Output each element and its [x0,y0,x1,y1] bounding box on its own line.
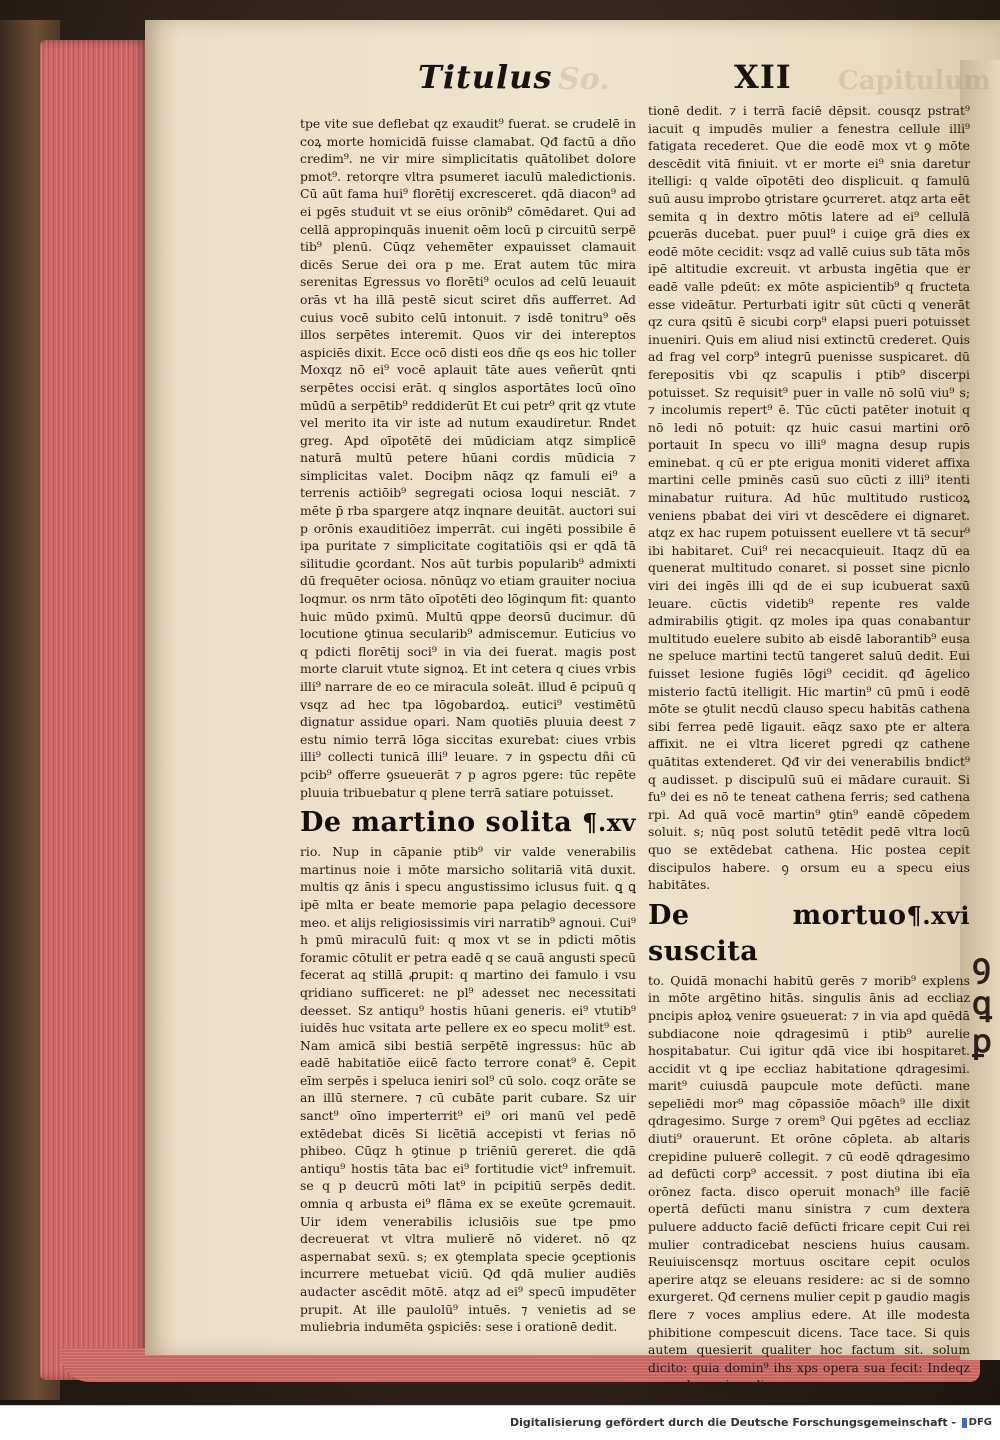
chapter-title: De mortuo suscita [648,899,907,967]
text-column-right [648,102,970,1394]
text-column-left [300,115,636,1336]
page-edges [40,40,150,1380]
running-head-right: XII [734,58,792,96]
footer-bar [0,1405,1000,1440]
chapter-heading [300,805,636,841]
chapter-number: ¶.xvi [906,900,970,930]
running-head-left: Titulus [418,58,553,96]
dfg-logo-icon [962,1418,967,1428]
ghost-show-through-left: So. [558,62,610,97]
facing-page-margin-letters: ꝯ ꝗ ꝑ [972,946,992,1060]
funding-credit: Digitalisierung gefördert durch die Deutsche Forschungsgemeinschaft - [509,1416,956,1429]
chapter-title: De martino solita [300,807,573,839]
paragraph: tionē dedit. ⁊ i terrā faciē dēpsit. cousqz pstrat⁹ iacuit q impudēs mulier a fenestra cellule illi⁹ fatigata recederet. Que die eodē mox vt ꝯ mōte descēdit vitā finiuit. vt er morte ei⁹ snia daretur itelligi: q valde oīpotēti deo displicuit. q famulū suū ausu improbo ꝯtristare ꝯcurreret. atqz arta eēt semita q in dextro mōtis latere ad ei⁹ cellulā ꝑcuerās ducebat. puer puul⁹ i cuiꝯe grā dies ex eodē mōte cecidit: vsqz ad vallē cuius sub tāta mōs ipē altitudie excreuit. vt arbusta ingētia que er eadē valle pdeūt: ex mōte aspicientib⁹ q fructeta esse videātur. Perturbati igitr sūt cūcti q venerāt qz cura qsitū ē sicubi corp⁹ elapsi pueri potuisset inueniri. Quis em aliud nisi extinctū crederet. Quis ad frag vel corp⁹ integrū puenisse suspicaret. dū ferepositis vbi qz scapulis i ptib⁹ discerpi potuisset. Sz requisit⁹ puer in valle nō solū viu⁹ s; ⁊ incolumis repert⁹ ē. Tūc cūcti patēter inotuit q nō ledi nō potuit: qz huic casui martini orō portauit In specu vo illi⁹ magna desup rupis eminebat. q cū er pte erigua moniti videret affixa martini celle pminēs casū suo cūcti z illi⁹ itenti minabatur ruitura. Ad hūc multitudo rusticoꝝ veniens pbabat dei viri vt descēdere ei dignaret. atqz ex hac rupem potuissent euellere vt tā secur⁹ ibi habitaret. Cui⁹ rei necacquieuit. Itaqz dū ea quenerat multitudo conaret. si posset sine picnlo viri dei ingēs illi qd de ei sup icubuerat saxū leuare. cūctis videtib⁹ repente res valde admirabilis ꝯtigit. qz moles ipa quas conabantur multitudo euelere subito ab eisdē laborantib⁹ eusa ne speluce martini tectū tangeret saluū dedit. Eui fuisset lesione fugiēs lōgi⁹ cecidit. qđ āgelico misterio factū itelligit. Hic martin⁹ cū pmū i eodē mōte se ꝯtulit necdū clauso specu habitās cathena sibi ferrea pedē ligauit. eāqz saxo pte er altera affixit. ne ei vltra liceret pgredi qz cathene quātitas extenderet. Qđ vir dei venerabilis bndict⁹ q audisset. p discipulū suū ei mādare curauit. Si fu⁹ dei es nō te teneat cathena ferris; sed cathena rpi. Ad quā vocē martin⁹ ꝯtin⁹ eandē cōpedem soluit. s; nūq post solutū tetēdit pedē vltra locū quo se extēdebat cathena. Hic postea cepit discipulos habere. ꝯ orsum eu a specu eius habitātes. [648,103,970,893]
dfg-logo-text: DFG [968,1417,992,1428]
chapter-heading [648,898,970,970]
dfg-logo [962,1415,992,1430]
paragraph: rio. Nup in cāpanie ptib⁹ vir valde venerabilis martinus noie i mōte marsicho solitariā vitā duxit. multis qz ānis i specu angustissimo iclusus fuit. ꝗ ꝗ ipē mlta er beate memorie papa pelagio decessore meo. et alijs religiosissimis viri narratib⁹ agnoui. Cui⁹ h pmū miraculū fuit: q mox vt se in pdicti mōtis foramic cōtulit er petra eadē q se cauā angusti specū fecerat aq stillā ꝓrupit: q martino dei famulo i vsu qridiano sufficeret: ne pl⁹ adesset nec necessitati deesset. Sz antiqu⁹ hostis hūani generis. ei⁹ vtutib⁹ iuidēs huc vsitata arte pellere ex eo specu molit⁹ est. Nam amicā sibi bestiā serpētē ingressus: hūc ab eadē habitatiōe eiicē facto terrore conat⁹ ē. Cepit eīm serpēs i speluca ieniri sol⁹ cū solo. coqz orāte se an illū sternere. ⁊ cū cubāte parit cubare. Sz uir sanct⁹ oīno imperterrit⁹ ei⁹ ori manū vel pedē extēdebat dicēs Si licētiā accepisti vt ferias nō phibeo. Cūqz h ꝯtinue p triēniū gereret. die qdā antiqu⁹ hostis tāta bac ei⁹ fortitudie vict⁹ infremuit. se q p deucrū mōti lat⁹ in pcipitiū serpēs dedit. omnia q arbusta ei⁹ flāma ex se exeūte ꝯcremauit. Uir idem venerabilis iclusiōis sue tpe pmo decreuerat vt vltra mulierē nō videret. nō qz aspernabat sexū. s; ex ꝯtemplata specie ꝯceptionis incurrere metuebat viciū. Qđ qdā mulier audiēs audacter ascēdit mōtē. atqz ad ei⁹ specū impudēter prupit. At ille paulolū⁹ intuēs. ⁊ venietis ad se muliebria indumēta ꝯspiciēs: sese i orationē dedit. [300,844,636,1335]
paragraph: to. Quidā monachi habitū gerēs ⁊ morib⁹ explens in mōte argētino hitās. singulis ānis ad eccliaz pncipis apłoꝝ venire ꝯsueuerat: ⁊ in via apd quēdā subdiacone noie qdragesimū i ptib⁹ aurelie hospitabatur. Cui igitur qdā vice ibi hospitaret. accidit vt ꝗ ipe eccliaz habitatione qdragesimi. marit⁹ cuiusdā paupcule mote defūcti. mane sepeliēdi mor⁹ mag cōpassiōe mōach⁹ ille dixit qdragesimo. Surge ⁊ orem⁹ Qui pgētes ad eccliaz diuti⁹ orauerunt. Et orōne cōpleta. ab altaris crepidine puluerē collegit. ⁊ cū eodē qdragesimo ad defūcti corp⁹ accessit. ⁊ post diutina ibi eīa orōnez facta. disco operuit monach⁹ ille faciē opertā defūcti manu sinistra ⁊ cum dextera puluere adducto faciē defūcti fricare cepit Cui rei mulier contradicebat nesciens huius causam. Reuiuiscensqz mortuus oscitare cepit oculos aperire atqz se eleuans residere: ac si de somno exurgeret. Qđ cernens mulier cepit p gaudio magis flere ⁊ voces amplius edere. At ille modesta phibitione compescuit dicens. Tace tace. Si quis autem quesierit qualiter hoc factum sit. solum dicito: quia domin⁹ ihs xps opera sua fecit: Indeqz a quadragesimo disce [648,972,970,1393]
chapter-number: ¶.xv [582,808,636,838]
paragraph: tpe vite sue deflebat qz exaudit⁹ fuerat. se crudelē in coꝝ morte homicidā fuisse clamabat. Qđ factū a dño credim⁹. ne vir mire simplicitatis quātolibet dolore pmot⁹. retorqre vltra psumeret iaculū maledictionis. Cū aūt fama hui⁹ florētij excresceret. qdā diacon⁹ ad ei pgēs studuit vt se eius orōnib⁹ cōmēdaret. Qui ad cellā appropinquās inuenit oēm locū p circuitū serpē tib⁹ plenū. Cūqz vehemēter expauisset clamauit dicēs Serue dei ora p me. Erat autem tūc mira serenitas Egressus vo florēti⁹ oculos ad celū leuauit orās vt ha illā pestē sicut sciret dñs aufferret. Ad cuius vocē subito celū intonuit. ⁊ isdē tonitru⁹ oēs illos serpētes interemit. Quos vir dei intereptos aspiciēs dixit. Ecce ocō disti eos dñe qs eos hic toller Moxqz nō ei⁹ vocē aplauit tāte aues veñerūt qnti serpētes occisi erāt. q singlos asportātes locū oīno mūdū a serpētib⁹ reddiderūt Et cui petr⁹ qrit qz vtute vel merito ita vir iste ad nutum exaudiretur. Rndet greg. Apd oīpotētē dei mūdiciam atqz simplicē naturā multū petere hūani cordis mūdicia ⁊ simplicitas valet. Dociþm nāqz qz famuli ei⁹ a terrenis actiōib⁹ segregati ociosa loqui nesciāt. ⁊ mēte p̄ rba spargere atqz inqnare deuitāt. auctori sui p orōnis exauditiōez imperrāt. cui ingēti possibile ē ipa puritate ⁊ simplicitate cogitatiōis qsi er qdā tā silitudie ꝯcordant. Nos aūt turbis popularib⁹ admixti dū frequēter ociosa. nōnūqz vo etiam grauiter nociua loqmur. os nrm tāto oīpotēti deo lōginqum fit: quanto huic mūdo pximū. Multū qppe deorsū ducimur. dū locutione ꝯtinua secularib⁹ admiscemur. Euticius vo q pdicti florētij soci⁹ in via dei fuerat. magis post morte claruit vtute signoꝝ. Et int cetera q ciues vrbis illi⁹ narrare de eo ce miracula soleāt. illud ē pcipuū q vsqz ad hec tpa lōgobardoꝝ. eutici⁹ vestimētū dignatur assidue opari. Nam quotiēs pluuia deest ⁊ estu nimio terrā lōga siccitas exurebat: ciues vrbis illi⁹ collecti tunicā illi⁹ leuare. ⁊ in ꝯspectu dñi cū pcib⁹ offerre ꝯsueuerāt ⁊ p agros pgere: tūc repēte pluuia tribuebatur q plene terrā satiare potuisset. [300,116,636,800]
ghost-show-through-right: Capitulum [838,66,991,96]
